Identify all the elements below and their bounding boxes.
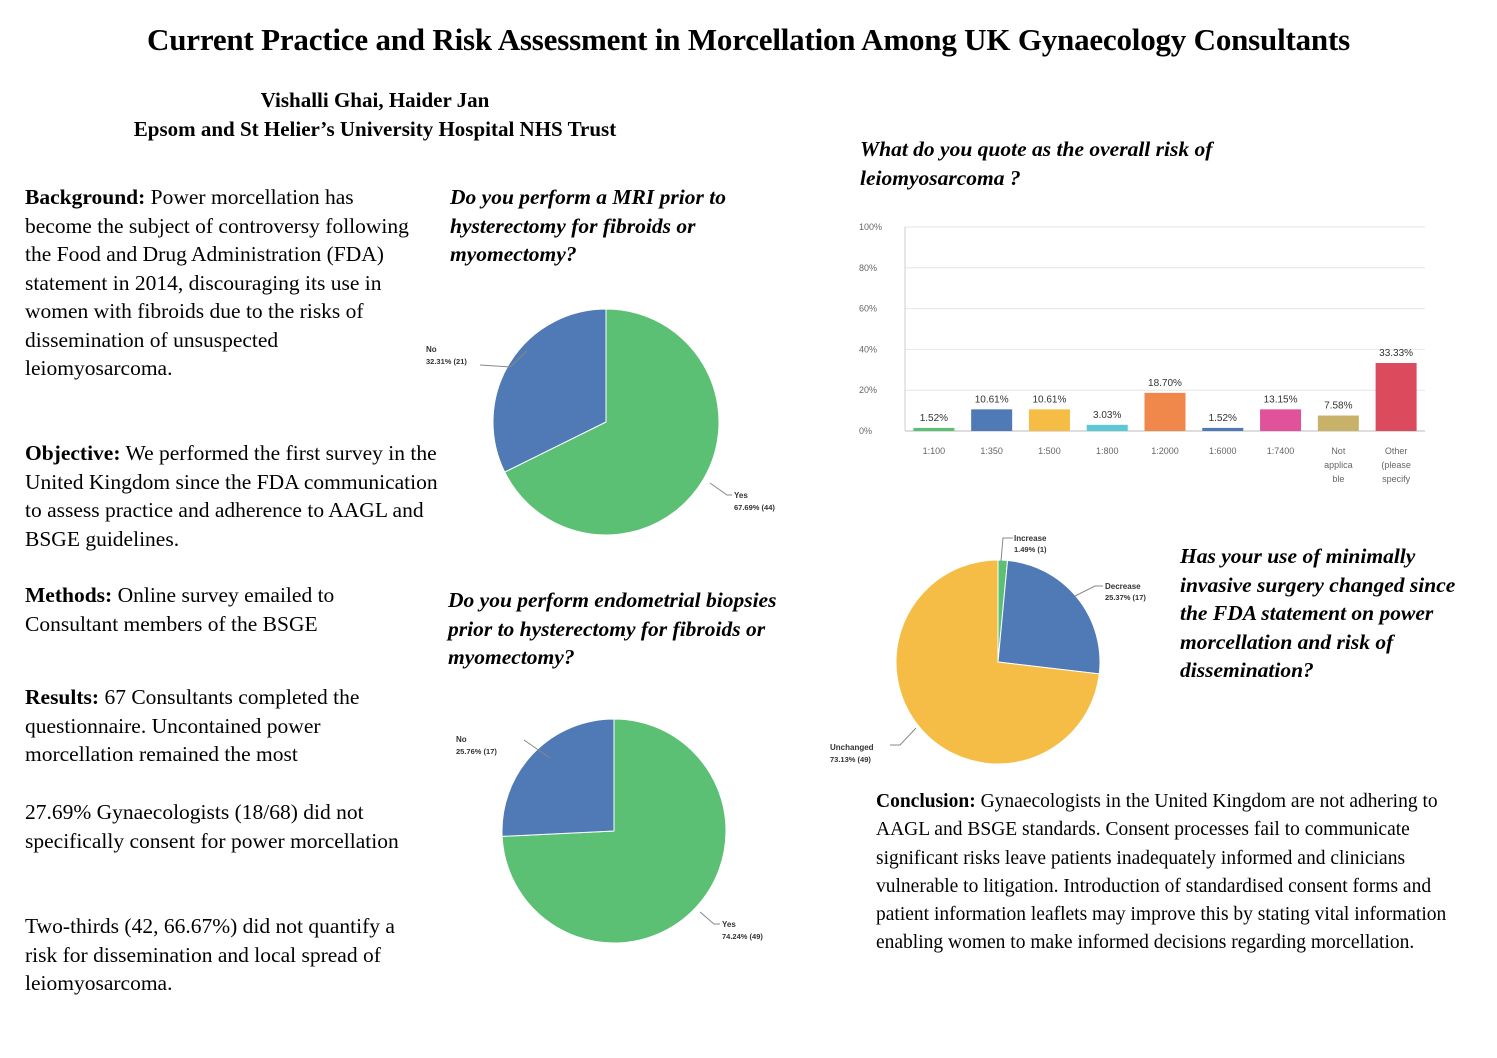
results-section (25, 683, 420, 769)
biopsy-slice-no (502, 719, 614, 836)
bar (1318, 416, 1359, 431)
background-section (25, 183, 425, 383)
background-text: Power morcellation has become the subject of controversy following the Food and Drug Administration (FDA) statement in 2014, discouraging its use in women with fibroids due to the risks of dissemination of unsuspected leiomyosarcoma. (25, 185, 409, 380)
bar (971, 409, 1012, 431)
results-text: 67 Consultants completed the questionnaire. Uncontained power morcellation remained the most (25, 685, 360, 766)
x-tick-label: 1:800 (1095, 446, 1119, 456)
bar-value-label: 18.70% (1148, 377, 1182, 389)
x-tick-label: 1:6000 (1209, 446, 1237, 456)
methods-section (25, 581, 425, 638)
y-tick-label: 40% (859, 344, 878, 355)
mri-yes-label: Yes (734, 491, 748, 500)
x-tick-label: 1:350 (980, 446, 1003, 456)
y-tick-label: 80% (859, 262, 878, 273)
conclusion-section (876, 788, 1476, 958)
mri-yes-value: 67.69% (44) (734, 503, 775, 512)
results-point-1: 27.69% Gynaecologists (18/68) did not specifically consent for power morcellation (25, 800, 399, 853)
x-tick-label: Other (1384, 446, 1408, 456)
biopsy-pie-chart (420, 690, 800, 955)
mri-no-value: 32.31% (21) (426, 357, 467, 366)
authors: Vishalli Ghai, Haider Jan (260, 88, 490, 112)
affiliation: Epsom and St Helier’s University Hospital NHS Trust (133, 117, 617, 141)
risk-bar-chart (855, 215, 1435, 495)
results-heading: Results: (25, 685, 100, 709)
x-tick-label: (please (1381, 460, 1411, 470)
x-tick-label: 1:100 (922, 446, 946, 456)
bar-value-label: 10.61% (1032, 394, 1067, 406)
methods-text: Online survey emailed to Consultant members of the BSGE (25, 583, 335, 636)
x-tick-label: ble (1332, 474, 1345, 484)
mis-pie-chart (820, 528, 1180, 778)
y-tick-label: 0% (859, 426, 873, 436)
bar-value-label: 3.03% (1093, 409, 1122, 421)
y-tick-label: 60% (859, 303, 878, 314)
objective-heading: Objective: (25, 441, 121, 465)
x-tick-label: 1:500 (1038, 446, 1061, 456)
bar-value-label: 13.15% (1263, 394, 1298, 406)
mis-unchanged-value: 73.13% (49) (830, 755, 871, 764)
results-point-2: Two-thirds (42, 66.67%) did not quantify a risk for dissemination and local spread of leiomyosarcoma. (25, 914, 395, 995)
mis-increase-value: 1.49% (1) (1014, 545, 1047, 554)
x-tick-label: 1:2000 (1151, 446, 1179, 456)
methods-heading: Methods: (25, 583, 113, 607)
bar (1202, 428, 1243, 431)
bar-value-label: 33.33% (1379, 348, 1414, 360)
objective-section (25, 439, 457, 553)
bar (1145, 393, 1186, 431)
biopsy-no-value: 25.76% (17) (456, 747, 497, 756)
bar-value-label: 7.58% (1324, 400, 1353, 412)
mri-question: Do you perform a MRI prior to hysterectomy for fibroids or myomectomy? (450, 185, 726, 266)
x-tick-label: specify (1382, 474, 1411, 484)
bar (1029, 409, 1070, 431)
mis-unchanged-label: Unchanged (830, 743, 874, 752)
mis-slice-decrease (998, 560, 1100, 673)
poster-title: Current Practice and Risk Assessment in Morcellation Among UK Gynaecology Consultants (147, 22, 1350, 57)
x-tick-label: 1:7400 (1266, 446, 1295, 456)
bar (1260, 409, 1301, 431)
y-tick-label: 100% (859, 222, 883, 232)
conclusion-text: Gynaecologists in the United Kingdom are not adhering to AAGL and BSGE standards. Consent processes fail to communicate significant risks leave patients inadequately informed and clinicians vulnerable to litigation. Introduction of standardised consent forms and patient information leaflets may improve this by stating vital information enabling women to make informed decisions regarding morcellation. (876, 791, 1447, 954)
objective-text: We performed the first survey in the United Kingdom since the FDA communication to assess practice and adherence to AAGL and BSGE guidelines. (25, 441, 438, 551)
bar-value-label: 1.52% (919, 412, 949, 424)
background-heading: Background: (25, 185, 146, 209)
mis-question: Has your use of minimally invasive surgery changed since the FDA statement on power morcellation and risk of dissemination? (1180, 544, 1456, 682)
mis-decrease-value: 25.37% (17) (1105, 593, 1146, 602)
bar (913, 428, 954, 431)
biopsy-question: Do you perform endometrial biopsies prior to hysterectomy for fibroids or myomectomy? (448, 588, 777, 669)
mis-decrease-label: Decrease (1105, 582, 1141, 591)
mri-pie-chart (420, 295, 800, 555)
mri-no-label: No (426, 345, 437, 354)
bar-value-label: 10.61% (974, 394, 1009, 406)
bar-value-label: 1.52% (1208, 412, 1237, 424)
biopsy-no-label: No (456, 735, 467, 744)
mis-increase-label: Increase (1014, 534, 1047, 543)
bar (1376, 363, 1417, 431)
x-tick-label: applica (1324, 460, 1353, 470)
bar (1087, 425, 1128, 431)
biopsy-yes-value: 74.24% (49) (722, 932, 763, 941)
y-tick-label: 20% (859, 385, 878, 396)
biopsy-yes-label: Yes (722, 920, 736, 929)
x-tick-label: Not (1331, 446, 1346, 456)
conclusion-heading: Conclusion: (876, 791, 976, 812)
risk-question: What do you quote as the overall risk of leiomyosarcoma ? (860, 137, 1213, 190)
